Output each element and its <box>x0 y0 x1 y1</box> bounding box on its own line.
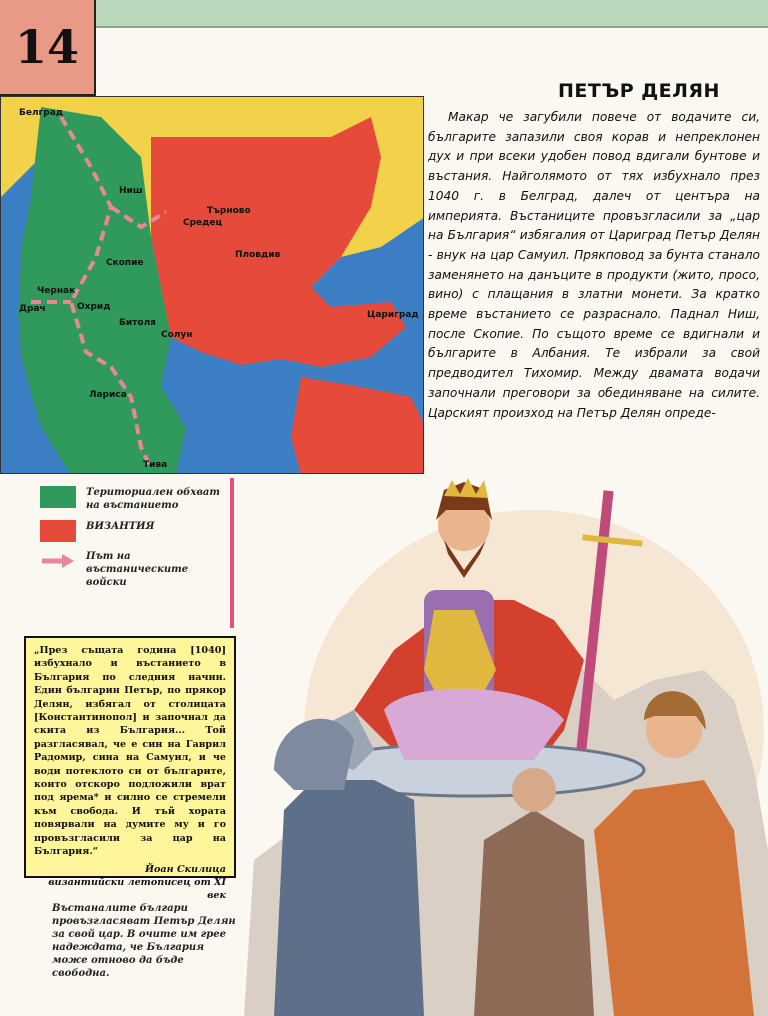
map-label: Ниш <box>119 186 143 196</box>
map-label: Цариград <box>367 310 419 320</box>
map-label: Лариса <box>89 390 127 400</box>
map-label: Солун <box>161 330 193 340</box>
map-legend <box>40 486 230 597</box>
map-label: Драч <box>19 304 46 314</box>
map-label: Тива <box>143 460 168 470</box>
map-label: Белград <box>19 108 64 118</box>
map-label: Търново <box>207 206 251 216</box>
legend-item <box>40 550 230 589</box>
legend-label: Териториален обхват на въстанието <box>86 487 220 511</box>
legend-label: Път на въстаническите войски <box>86 551 189 588</box>
article-body: Макар че загубили повече от водачите си, българите запазили своя корав и непреклонен дух и при всеки удобен повод вдигали бунтове и въстания. Найголямото от тях избухнало през 1040 г. в Белград, далеч от центъра на империята. Въстаниците провъзгласили за „цар на България“ избягалия от Цариград Петър Делян - внук на цар Самуил. Прякповод за бунта станало заменянето на данъците в продукти (жито, просо, вино) с плащания в златни монети. За кратко време въстанието се разраснало. Паднал Ниш, после Скопие. По същото време се вдигнали и българите в Албания. Те избрали за свой предводител Тихомир. Между двамата водачи започнали преговори за обединяване на силите. Царският произход на Петър Делян опреде- <box>428 110 760 420</box>
quote-box <box>24 636 236 902</box>
quote-author-note: византийски летописец от XI век <box>48 876 226 902</box>
route-arrow-icon <box>40 550 76 572</box>
legend-item <box>40 486 230 512</box>
map-label: Битоля <box>119 318 156 328</box>
historical-map <box>0 96 424 474</box>
legend-label: ВИЗАНТИЯ <box>86 521 155 532</box>
illustration-caption: Въстаналите българи провъзгласяват Петър Делян за свой цар. В очите им грее надеждата, че България може отново да бъде свободна. <box>52 903 236 979</box>
quote-author: Йоан Скилица <box>144 863 226 875</box>
map-label: Средец <box>183 218 223 228</box>
article-title: ПЕТЪР ДЕЛЯН <box>558 80 720 102</box>
soldier-left <box>274 780 424 1016</box>
map-label: Чернак <box>37 286 76 296</box>
legend-item <box>40 520 230 542</box>
map-label: Скопие <box>106 258 144 268</box>
map-label: Пловдив <box>235 250 281 260</box>
map-label: Охрид <box>77 302 111 312</box>
page-number: 14 <box>0 0 96 96</box>
byzantium-swatch <box>40 520 76 542</box>
quote-text: „През същата година [1040] избухнало и въстанието в България по следния начин. Един българин Петър, по прякор Делян, избягал от столицата [Константинопол] и започнал да скита из България... Той разгласявал, че е син на Гаврил Радомир, сина на Самуил, и че води потеклото си от българите, които отскоро подложили врат под ярема* и силно се стремели към свобода. И тъй хората повярвали на думите му и го провъзгласили за цар на България.“ <box>34 645 226 858</box>
uprising-swatch <box>40 486 76 508</box>
header-band <box>94 0 768 28</box>
illustration <box>234 470 768 1016</box>
